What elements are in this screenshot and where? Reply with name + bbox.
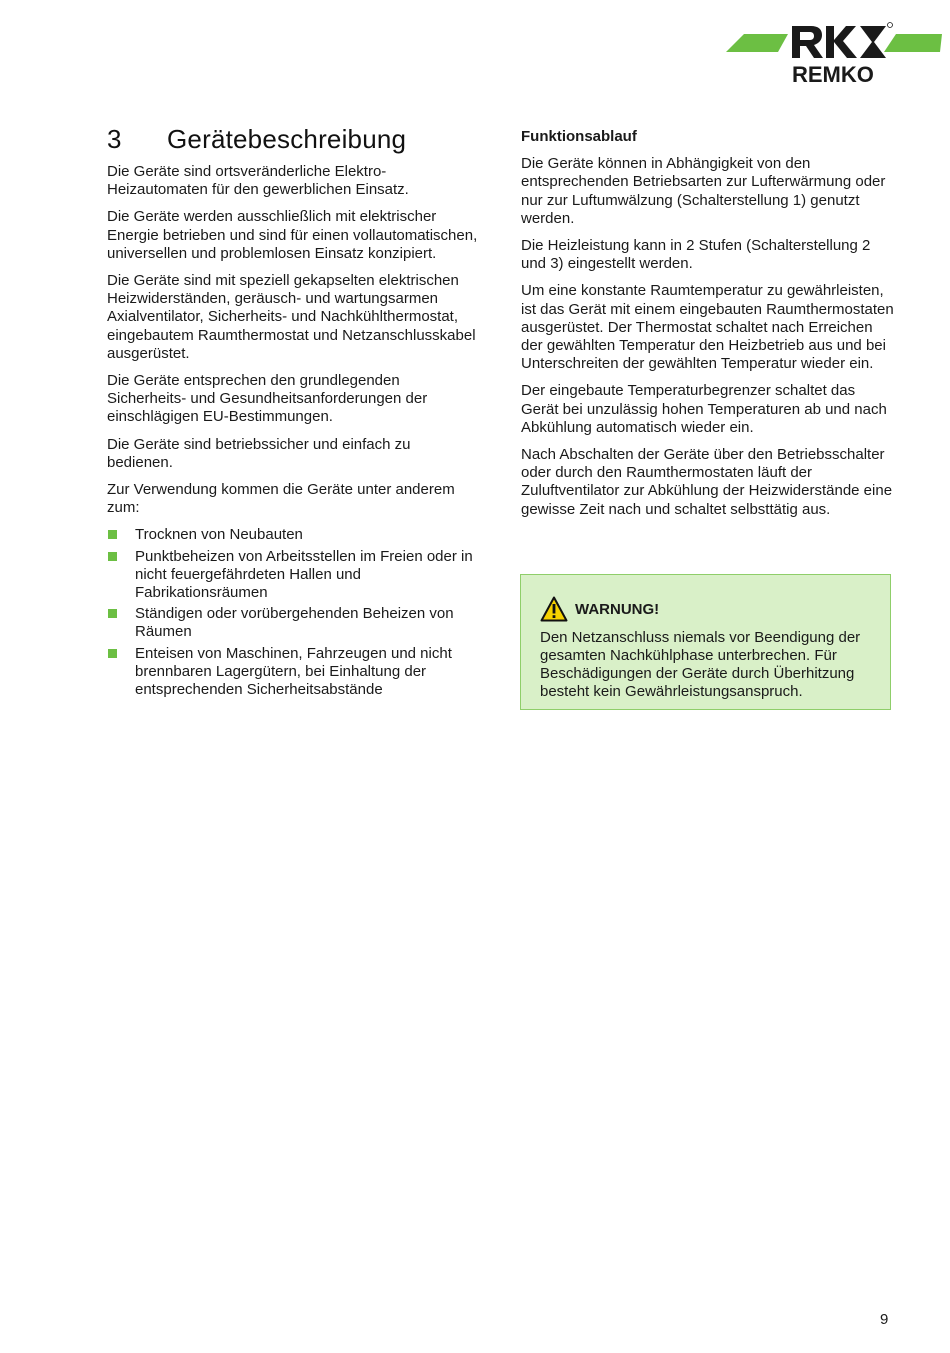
warning-text: Den Netzanschluss niemals vor Beendigung der gesamten Nachkühlphase unterbrechen. Für Beschädigungen der Geräte durch Überhitzung besteht kein Gewährleistungsanspruch.: [540, 629, 861, 700]
bullet-square-icon: [108, 649, 117, 658]
warning-triangle-icon: [540, 596, 568, 622]
warning-header: [540, 595, 874, 623]
paragraph: Die Geräte sind mit speziell gekapselten elektrischen Heizwiderständen, geräusch- und wartungsarmen Axialventilator, Sicherheits- und Nachkühlthermostat, eingebautem Raumthermostat und Netzanschlusskabel ausgerüstet.: [107, 272, 476, 362]
paragraph: Die Heizleistung kann in 2 Stufen (Schalterstellung 2 und 3) eingestellt werden.: [521, 237, 871, 273]
usage-list: [107, 526, 479, 699]
page-number: 9: [880, 1311, 889, 1328]
left-column: [107, 163, 479, 702]
paragraph: Die Geräte werden ausschließlich mit elektrischer Energie betrieben und sind für einen vollautomatischen, universellen und problemlosen Einsatz konzipiert.: [107, 208, 478, 262]
paragraph: Der eingebaute Temperaturbegrenzer schaltet das Gerät bei unzulässig hohen Temperaturen ab und nach Abkühlung automatisch wieder ein.: [521, 382, 887, 436]
paragraph: Zur Verwendung kommen die Geräte unter anderem zum:: [107, 481, 455, 517]
paragraph: Um eine konstante Raumtemperatur zu gewährleisten, ist das Gerät mit einem eingebauten Raumthermostaten ausgerüstet. Der Thermostat schaltet nach Erreichen der gewählten Temperatur den Heizbetrieb aus und bei Unterschreiten der gewählten Temperatur wieder ein.: [521, 282, 894, 373]
list-item: Ständigen oder vorübergehenden Beheizen von Räumen: [107, 605, 479, 641]
logo-wordmark: REMKO: [792, 62, 874, 87]
bullet-square-icon: [108, 552, 117, 561]
paragraph: Die Geräte entsprechen den grundlegenden Sicherheits- und Gesundheitsanforderungen der einschlägigen EU-Bestimmungen.: [107, 372, 428, 426]
section-title: [107, 124, 406, 155]
list-item: Trocknen von Neubauten: [107, 526, 479, 544]
remko-logo: [726, 18, 942, 88]
section-number: 3: [107, 124, 122, 154]
bullet-square-icon: [108, 530, 117, 539]
paragraph: Die Geräte sind ortsveränderliche Elektro-Heizautomaten für den gewerblichen Einsatz.: [107, 163, 409, 199]
paragraph: Nach Abschalten der Geräte über den Betriebsschalter oder durch den Raumthermostaten läuft der Zuluftventilator zur Abkühlung der Heizwiderstände eine gewisse Zeit nach und schaltet selbsttätig aus.: [521, 446, 893, 518]
section-title-text: Gerätebeschreibung: [167, 124, 407, 154]
list-item: Punktbeheizen von Arbeitsstellen im Freien oder in nicht feuergefährdeten Hallen und Fabrikationsräumen: [107, 548, 479, 603]
list-item: Enteisen von Maschinen, Fahrzeugen und nicht brennbaren Lagergütern, bei Einhaltung der entsprechenden Sicherheitsabstände: [107, 645, 479, 700]
subsection-title: Funktionsablauf: [521, 128, 637, 145]
warning-title: WARNUNG!: [575, 600, 660, 618]
paragraph: Die Geräte sind betriebssicher und einfach zu bedienen.: [107, 435, 411, 471]
warning-box: [520, 574, 891, 710]
bullet-square-icon: [108, 609, 117, 618]
paragraph: Die Geräte können in Abhängigkeit von den entsprechenden Betriebsarten zur Lufterwärmung oder nur zur Luftumwälzung (Schalterstellung 1) genutzt werden.: [521, 155, 886, 227]
right-column: [521, 128, 896, 528]
